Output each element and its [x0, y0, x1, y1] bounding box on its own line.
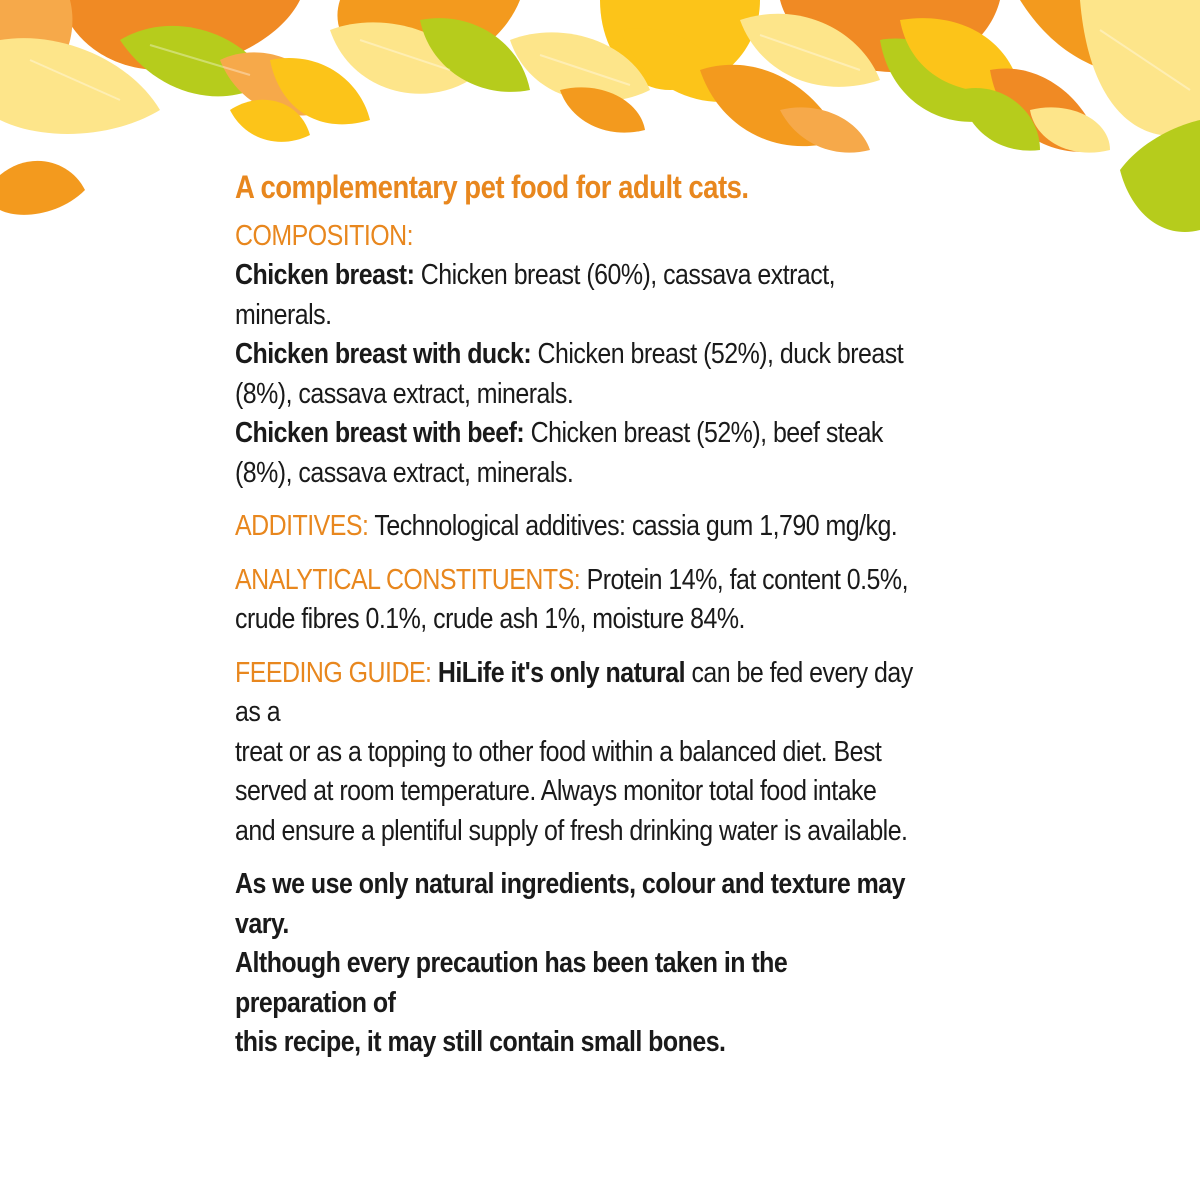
composition-item-text: Chicken breast (60%), cassava extract, minerals.: [235, 259, 836, 331]
feeding-line: treat or as a topping to other food within a balanced diet. Best: [235, 735, 882, 768]
analytical-heading: ANALYTICAL CONSTITUENTS:: [235, 563, 581, 596]
composition-item: [235, 256, 923, 335]
warning-line: this recipe, it may still contain small bones.: [235, 1026, 726, 1058]
feeding-heading: FEEDING GUIDE:: [235, 656, 432, 689]
feeding-guide: [235, 654, 923, 852]
additives-heading: ADDITIVES:: [235, 510, 369, 542]
composition-item-label: Chicken breast with duck:: [235, 338, 532, 370]
warning-line: As we use only natural ingredients, colour and texture may vary.: [235, 868, 905, 940]
feeding-line: and ensure a plentiful supply of fresh drinking water is available.: [235, 814, 908, 847]
composition-item-text: Chicken breast (52%), duck breast (8%), cassava extract, minerals.: [235, 338, 904, 410]
feeding-line: can be fed every day as a: [235, 656, 913, 728]
composition-item: [235, 414, 923, 493]
composition-item: [235, 335, 923, 414]
brand-name: HiLife it's only natural: [431, 656, 686, 689]
composition-item-label: Chicken breast:: [235, 259, 415, 291]
analytical-line: crude fibres 0.1%, crude ash 1%, moisture 84%.: [235, 603, 745, 635]
product-info: [235, 168, 923, 1063]
analytical-constituents: [235, 561, 923, 640]
tagline: A complementary pet food for adult cats.: [235, 169, 749, 205]
composition-item-text: Chicken breast (52%), beef steak (8%), cassava extract, minerals.: [235, 417, 883, 489]
feeding-line: served at room temperature. Always monitor total food intake: [235, 775, 877, 807]
warning-note: [235, 865, 923, 1063]
composition-heading: COMPOSITION:: [235, 219, 414, 252]
additives-text: Technological additives: cassia gum 1,790 mg/kg.: [368, 510, 898, 542]
composition-item-label: Chicken breast with beef:: [235, 417, 525, 449]
analytical-line: Protein 14%, fat content 0.5%,: [580, 563, 908, 596]
additives: [235, 507, 923, 547]
warning-line: Although every precaution has been taken in the preparation of: [235, 947, 788, 1019]
